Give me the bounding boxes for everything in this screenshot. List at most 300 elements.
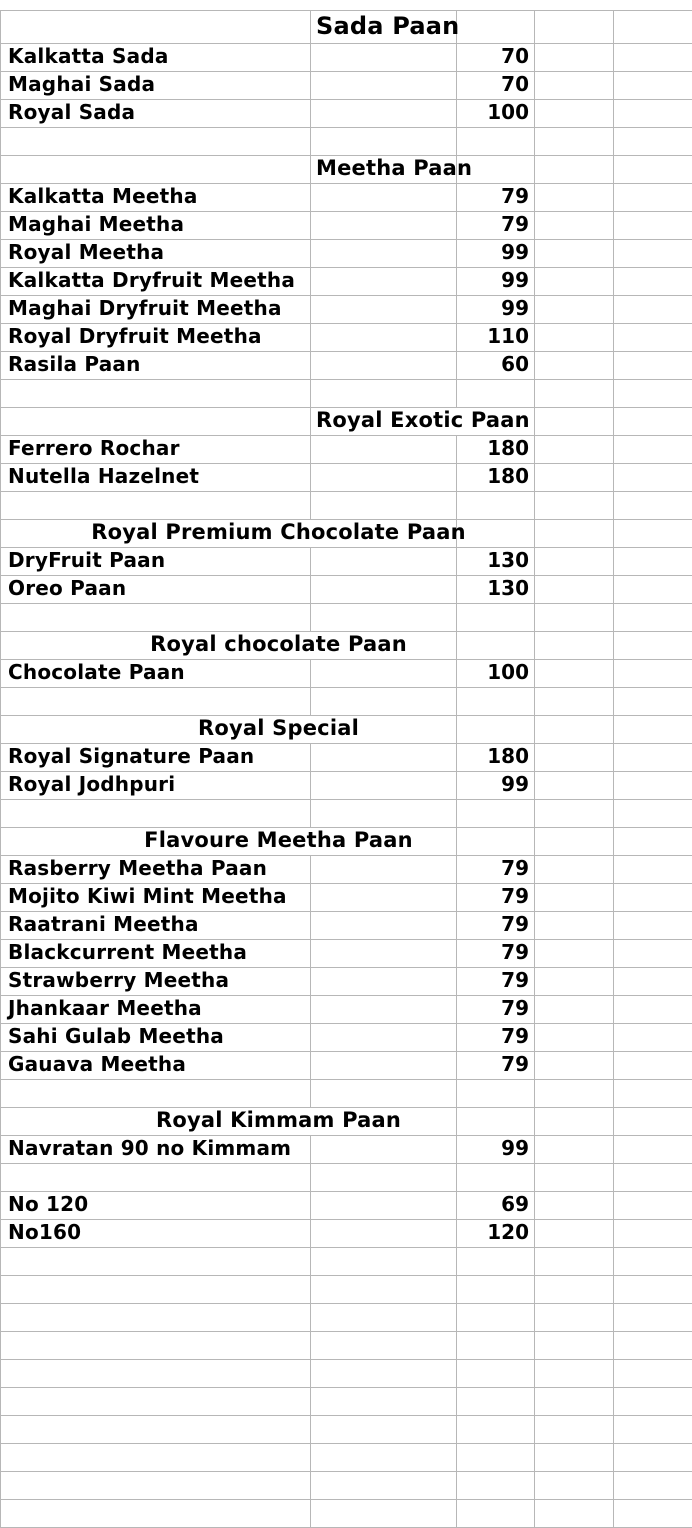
sheet-row xyxy=(1,240,692,268)
cell-item-price[interactable]: 120 xyxy=(457,1220,535,1248)
cell-empty[interactable] xyxy=(1,1416,311,1444)
sheet-row xyxy=(1,604,692,632)
cell-empty[interactable] xyxy=(614,912,692,940)
cell-empty[interactable] xyxy=(614,1500,692,1528)
cell-empty[interactable] xyxy=(535,156,614,184)
cell-item-price[interactable]: 79 xyxy=(457,940,535,968)
cell-item-name[interactable]: No160 xyxy=(1,1220,311,1248)
cell-empty[interactable] xyxy=(535,800,614,828)
cell-empty[interactable] xyxy=(535,492,614,520)
cell-empty[interactable] xyxy=(311,352,457,380)
cell-empty[interactable] xyxy=(457,1472,535,1500)
sheet-row xyxy=(1,1080,692,1108)
sheet-row xyxy=(1,1304,692,1332)
cell-empty[interactable] xyxy=(535,1136,614,1164)
sheet-row xyxy=(1,660,692,688)
sheet-row xyxy=(1,1164,692,1192)
cell-empty[interactable] xyxy=(311,1248,457,1276)
cell-empty[interactable] xyxy=(535,1248,614,1276)
cell-empty[interactable] xyxy=(457,716,535,744)
cell-empty[interactable] xyxy=(311,464,457,492)
cell-empty[interactable] xyxy=(1,1388,311,1416)
cell-empty[interactable] xyxy=(535,1220,614,1248)
cell-empty[interactable] xyxy=(535,352,614,380)
cell-empty[interactable] xyxy=(614,296,692,324)
cell-empty[interactable] xyxy=(535,1332,614,1360)
cell-empty[interactable] xyxy=(457,800,535,828)
cell-empty[interactable] xyxy=(535,380,614,408)
cell-empty[interactable] xyxy=(311,1416,457,1444)
cell-item-name[interactable]: Kalkatta Meetha xyxy=(1,184,311,212)
cell-item-name[interactable]: Oreo Paan xyxy=(1,576,311,604)
cell-empty[interactable] xyxy=(457,1332,535,1360)
cell-empty[interactable] xyxy=(535,520,614,548)
cell-empty[interactable] xyxy=(311,100,457,128)
cell-empty[interactable] xyxy=(614,436,692,464)
cell-empty[interactable] xyxy=(311,800,457,828)
cell-empty[interactable] xyxy=(614,100,692,128)
cell-section-header[interactable]: Meetha Paan xyxy=(311,156,457,184)
cell-empty[interactable] xyxy=(311,688,457,716)
cell-empty[interactable] xyxy=(535,408,614,436)
cell-empty[interactable] xyxy=(457,1164,535,1192)
cell-empty[interactable] xyxy=(457,1500,535,1528)
cell-item-name[interactable]: Royal Sada xyxy=(1,100,311,128)
cell-item-name[interactable]: Maghai Meetha xyxy=(1,212,311,240)
cell-empty[interactable] xyxy=(457,156,535,184)
cell-empty[interactable] xyxy=(614,716,692,744)
cell-empty[interactable] xyxy=(311,576,457,604)
cell-empty[interactable] xyxy=(614,1332,692,1360)
cell-empty[interactable] xyxy=(535,996,614,1024)
cell-empty[interactable] xyxy=(535,240,614,268)
cell-empty[interactable] xyxy=(311,1136,457,1164)
cell-item-price[interactable]: 79 xyxy=(457,968,535,996)
cell-empty[interactable] xyxy=(535,1080,614,1108)
sheet-row xyxy=(1,1360,692,1388)
cell-empty[interactable] xyxy=(535,940,614,968)
cell-empty[interactable] xyxy=(457,1360,535,1388)
cell-item-price[interactable]: 180 xyxy=(457,744,535,772)
sheet-row xyxy=(1,1444,692,1472)
cell-empty[interactable] xyxy=(1,1276,311,1304)
cell-empty[interactable] xyxy=(535,1052,614,1080)
sheet-row xyxy=(1,464,692,492)
cell-empty[interactable] xyxy=(1,408,311,436)
sheet-row xyxy=(1,72,692,100)
cell-empty[interactable] xyxy=(311,1332,457,1360)
cell-item-name[interactable]: Kalkatta Sada xyxy=(1,44,311,72)
cell-empty[interactable] xyxy=(311,912,457,940)
cell-empty[interactable] xyxy=(535,1108,614,1136)
cell-empty[interactable] xyxy=(535,660,614,688)
cell-empty[interactable] xyxy=(535,1444,614,1472)
cell-empty[interactable] xyxy=(614,464,692,492)
cell-empty[interactable] xyxy=(1,11,311,44)
cell-item-name[interactable]: Jhankaar Meetha xyxy=(1,996,311,1024)
cell-empty[interactable] xyxy=(1,1444,311,1472)
cell-empty[interactable] xyxy=(614,1080,692,1108)
cell-empty[interactable] xyxy=(535,548,614,576)
cell-item-price[interactable]: 99 xyxy=(457,296,535,324)
cell-item-name[interactable]: Rasberry Meetha Paan xyxy=(1,856,311,884)
cell-empty[interactable] xyxy=(614,1024,692,1052)
cell-empty[interactable] xyxy=(311,1164,457,1192)
cell-empty[interactable] xyxy=(457,688,535,716)
cell-item-name[interactable]: Royal Dryfruit Meetha xyxy=(1,324,311,352)
cell-empty[interactable] xyxy=(535,632,614,660)
cell-empty[interactable] xyxy=(535,1360,614,1388)
cell-empty[interactable] xyxy=(1,1248,311,1276)
cell-empty[interactable] xyxy=(614,44,692,72)
cell-empty[interactable] xyxy=(614,492,692,520)
cell-empty[interactable] xyxy=(614,1360,692,1388)
sheet-row xyxy=(1,1052,692,1080)
cell-empty[interactable] xyxy=(614,1276,692,1304)
cell-empty[interactable] xyxy=(311,1220,457,1248)
cell-empty[interactable] xyxy=(1,1472,311,1500)
cell-empty[interactable] xyxy=(535,100,614,128)
cell-empty[interactable] xyxy=(311,548,457,576)
cell-empty[interactable] xyxy=(614,576,692,604)
cell-empty[interactable] xyxy=(1,1080,311,1108)
cell-empty[interactable] xyxy=(614,688,692,716)
cell-empty[interactable] xyxy=(614,800,692,828)
cell-empty[interactable] xyxy=(311,1192,457,1220)
sheet-row xyxy=(1,716,692,744)
cell-item-price[interactable]: 99 xyxy=(457,1136,535,1164)
sheet-row xyxy=(1,1276,692,1304)
cell-empty[interactable] xyxy=(614,72,692,100)
cell-item-price[interactable]: 79 xyxy=(457,1052,535,1080)
sheet-row xyxy=(1,1220,692,1248)
cell-empty[interactable] xyxy=(457,492,535,520)
cell-empty[interactable] xyxy=(535,1416,614,1444)
sheet-row xyxy=(1,1192,692,1220)
cell-empty[interactable] xyxy=(614,744,692,772)
cell-item-price[interactable]: 69 xyxy=(457,1192,535,1220)
cell-empty[interactable] xyxy=(457,632,535,660)
cell-empty[interactable] xyxy=(535,1500,614,1528)
cell-empty[interactable] xyxy=(311,128,457,156)
cell-item-price[interactable]: 99 xyxy=(457,240,535,268)
cell-empty[interactable] xyxy=(535,464,614,492)
cell-empty[interactable] xyxy=(1,604,311,632)
cell-empty[interactable] xyxy=(614,128,692,156)
cell-empty[interactable] xyxy=(614,268,692,296)
cell-empty[interactable] xyxy=(311,1472,457,1500)
cell-empty[interactable] xyxy=(614,240,692,268)
spreadsheet-grid xyxy=(0,10,692,1528)
cell-section-header[interactable]: Royal Special xyxy=(1,716,457,744)
cell-empty[interactable] xyxy=(614,380,692,408)
sheet-row xyxy=(1,800,692,828)
cell-item-name[interactable]: Gauava Meetha xyxy=(1,1052,311,1080)
sheet-row xyxy=(1,380,692,408)
cell-empty[interactable] xyxy=(614,11,692,44)
cell-empty[interactable] xyxy=(614,184,692,212)
cell-item-name[interactable]: Blackcurrent Meetha xyxy=(1,940,311,968)
cell-empty[interactable] xyxy=(535,744,614,772)
cell-item-name[interactable]: Ferrero Rochar xyxy=(1,436,311,464)
cell-empty[interactable] xyxy=(614,1164,692,1192)
cell-empty[interactable] xyxy=(311,1276,457,1304)
cell-empty[interactable] xyxy=(457,1444,535,1472)
cell-empty[interactable] xyxy=(457,604,535,632)
cell-empty[interactable] xyxy=(614,884,692,912)
sheet-row xyxy=(1,940,692,968)
cell-section-header[interactable]: Flavoure Meetha Paan xyxy=(1,828,457,856)
cell-empty[interactable] xyxy=(311,1052,457,1080)
cell-empty[interactable] xyxy=(614,352,692,380)
cell-empty[interactable] xyxy=(535,1024,614,1052)
cell-empty[interactable] xyxy=(1,1164,311,1192)
cell-empty[interactable] xyxy=(1,492,311,520)
cell-item-price[interactable]: 180 xyxy=(457,464,535,492)
cell-empty[interactable] xyxy=(311,212,457,240)
cell-empty[interactable] xyxy=(311,1080,457,1108)
cell-empty[interactable] xyxy=(311,1360,457,1388)
cell-item-name[interactable]: Kalkatta Dryfruit Meetha xyxy=(1,268,311,296)
cell-item-name[interactable]: Raatrani Meetha xyxy=(1,912,311,940)
cell-item-price[interactable]: 79 xyxy=(457,856,535,884)
cell-item-price[interactable]: 79 xyxy=(457,184,535,212)
cell-empty[interactable] xyxy=(311,268,457,296)
cell-empty[interactable] xyxy=(311,380,457,408)
cell-empty[interactable] xyxy=(457,1304,535,1332)
cell-empty[interactable] xyxy=(614,408,692,436)
sheet-row xyxy=(1,1500,692,1528)
cell-empty[interactable] xyxy=(614,1416,692,1444)
cell-empty[interactable] xyxy=(614,520,692,548)
cell-empty[interactable] xyxy=(457,128,535,156)
cell-empty[interactable] xyxy=(535,772,614,800)
cell-empty[interactable] xyxy=(614,632,692,660)
cell-empty[interactable] xyxy=(457,1276,535,1304)
cell-empty[interactable] xyxy=(614,1472,692,1500)
cell-empty[interactable] xyxy=(535,184,614,212)
cell-empty[interactable] xyxy=(614,968,692,996)
cell-item-price[interactable]: 79 xyxy=(457,212,535,240)
cell-empty[interactable] xyxy=(457,520,535,548)
sheet-row xyxy=(1,996,692,1024)
cell-empty[interactable] xyxy=(535,968,614,996)
cell-empty[interactable] xyxy=(535,1164,614,1192)
cell-empty[interactable] xyxy=(535,436,614,464)
cell-empty[interactable] xyxy=(311,44,457,72)
cell-empty[interactable] xyxy=(1,380,311,408)
cell-empty[interactable] xyxy=(535,11,614,44)
cell-section-header[interactable]: Royal Exotic Paan xyxy=(311,408,535,436)
cell-empty[interactable] xyxy=(614,1388,692,1416)
cell-empty[interactable] xyxy=(311,856,457,884)
cell-empty[interactable] xyxy=(311,996,457,1024)
cell-empty[interactable] xyxy=(311,660,457,688)
cell-empty[interactable] xyxy=(535,1192,614,1220)
cell-empty[interactable] xyxy=(614,940,692,968)
cell-empty[interactable] xyxy=(311,884,457,912)
cell-item-name[interactable]: Maghai Dryfruit Meetha xyxy=(1,296,311,324)
cell-empty[interactable] xyxy=(457,828,535,856)
sheet-row xyxy=(1,576,692,604)
sheet-row xyxy=(1,1332,692,1360)
cell-empty[interactable] xyxy=(311,1388,457,1416)
cell-item-price[interactable]: 100 xyxy=(457,100,535,128)
cell-empty[interactable] xyxy=(535,212,614,240)
cell-item-name[interactable]: Rasila Paan xyxy=(1,352,311,380)
cell-item-name[interactable]: Royal Meetha xyxy=(1,240,311,268)
cell-empty[interactable] xyxy=(535,688,614,716)
cell-empty[interactable] xyxy=(535,576,614,604)
sheet-row xyxy=(1,1108,692,1136)
cell-empty[interactable] xyxy=(535,72,614,100)
cell-item-price[interactable]: 180 xyxy=(457,436,535,464)
cell-empty[interactable] xyxy=(1,800,311,828)
cell-empty[interactable] xyxy=(535,1388,614,1416)
sheet-row xyxy=(1,548,692,576)
cell-empty[interactable] xyxy=(457,1248,535,1276)
cell-section-header[interactable]: Royal chocolate Paan xyxy=(1,632,457,660)
cell-empty[interactable] xyxy=(614,828,692,856)
cell-empty[interactable] xyxy=(614,772,692,800)
cell-section-header[interactable]: Royal Kimmam Paan xyxy=(1,1108,457,1136)
sheet-row xyxy=(1,11,692,44)
cell-empty[interactable] xyxy=(311,296,457,324)
cell-item-price[interactable]: 70 xyxy=(457,44,535,72)
cell-item-price[interactable]: 100 xyxy=(457,660,535,688)
cell-item-name[interactable]: Mojito Kiwi Mint Meetha xyxy=(1,884,311,912)
cell-empty[interactable] xyxy=(311,324,457,352)
cell-empty[interactable] xyxy=(614,1220,692,1248)
cell-empty[interactable] xyxy=(311,184,457,212)
cell-item-price[interactable]: 60 xyxy=(457,352,535,380)
cell-empty[interactable] xyxy=(311,436,457,464)
cell-empty[interactable] xyxy=(535,1304,614,1332)
cell-empty[interactable] xyxy=(311,1444,457,1472)
cell-empty[interactable] xyxy=(535,716,614,744)
cell-empty[interactable] xyxy=(614,1248,692,1276)
cell-empty[interactable] xyxy=(535,884,614,912)
cell-empty[interactable] xyxy=(535,1472,614,1500)
cell-empty[interactable] xyxy=(457,1388,535,1416)
cell-item-price[interactable]: 79 xyxy=(457,1024,535,1052)
cell-empty[interactable] xyxy=(614,604,692,632)
cell-empty[interactable] xyxy=(457,1080,535,1108)
cell-empty[interactable] xyxy=(614,1052,692,1080)
cell-empty[interactable] xyxy=(457,11,535,44)
sheet-row xyxy=(1,828,692,856)
cell-empty[interactable] xyxy=(1,1500,311,1528)
cell-empty[interactable] xyxy=(535,44,614,72)
cell-empty[interactable] xyxy=(311,72,457,100)
cell-item-name[interactable]: Chocolate Paan xyxy=(1,660,311,688)
cell-empty[interactable] xyxy=(311,968,457,996)
cell-empty[interactable] xyxy=(614,548,692,576)
sheet-row xyxy=(1,1416,692,1444)
cell-item-name[interactable]: Navratan 90 no Kimmam xyxy=(1,1136,311,1164)
sheet-row xyxy=(1,968,692,996)
cell-item-price[interactable]: 79 xyxy=(457,912,535,940)
cell-empty[interactable] xyxy=(614,324,692,352)
cell-empty[interactable] xyxy=(535,128,614,156)
cell-empty[interactable] xyxy=(614,660,692,688)
cell-item-price[interactable]: 99 xyxy=(457,268,535,296)
cell-empty[interactable] xyxy=(457,1108,535,1136)
cell-empty[interactable] xyxy=(535,604,614,632)
cell-empty[interactable] xyxy=(535,912,614,940)
cell-empty[interactable] xyxy=(311,240,457,268)
cell-item-name[interactable]: Royal Signature Paan xyxy=(1,744,311,772)
cell-empty[interactable] xyxy=(535,296,614,324)
cell-item-price[interactable]: 79 xyxy=(457,996,535,1024)
cell-empty[interactable] xyxy=(1,1332,311,1360)
cell-empty[interactable] xyxy=(311,744,457,772)
cell-empty[interactable] xyxy=(614,1136,692,1164)
cell-empty[interactable] xyxy=(311,772,457,800)
cell-empty[interactable] xyxy=(311,1024,457,1052)
cell-empty[interactable] xyxy=(457,380,535,408)
cell-empty[interactable] xyxy=(1,1304,311,1332)
cell-empty[interactable] xyxy=(535,856,614,884)
cell-section-header[interactable]: Sada Paan xyxy=(311,11,457,44)
cell-empty[interactable] xyxy=(1,688,311,716)
cell-empty[interactable] xyxy=(614,212,692,240)
cell-item-name[interactable]: DryFruit Paan xyxy=(1,548,311,576)
cell-item-price[interactable]: 130 xyxy=(457,548,535,576)
cell-empty[interactable] xyxy=(311,604,457,632)
cell-empty[interactable] xyxy=(614,1192,692,1220)
sheet-row xyxy=(1,352,692,380)
cell-empty[interactable] xyxy=(614,156,692,184)
cell-empty[interactable] xyxy=(614,996,692,1024)
cell-empty[interactable] xyxy=(1,128,311,156)
cell-empty[interactable] xyxy=(1,1360,311,1388)
cell-item-name[interactable]: Royal Jodhpuri xyxy=(1,772,311,800)
cell-section-header[interactable]: Royal Premium Chocolate Paan xyxy=(1,520,457,548)
cell-empty[interactable] xyxy=(535,324,614,352)
sheet-row xyxy=(1,1388,692,1416)
cell-item-price[interactable]: 130 xyxy=(457,576,535,604)
cell-item-name[interactable]: No 120 xyxy=(1,1192,311,1220)
cell-empty[interactable] xyxy=(457,1416,535,1444)
cell-empty[interactable] xyxy=(311,1304,457,1332)
cell-empty[interactable] xyxy=(1,156,311,184)
cell-empty[interactable] xyxy=(311,940,457,968)
cell-item-price[interactable]: 79 xyxy=(457,884,535,912)
cell-item-name[interactable]: Strawberry Meetha xyxy=(1,968,311,996)
cell-empty[interactable] xyxy=(614,1444,692,1472)
sheet-row xyxy=(1,1136,692,1164)
cell-empty[interactable] xyxy=(535,268,614,296)
cell-empty[interactable] xyxy=(311,492,457,520)
sheet-row xyxy=(1,128,692,156)
cell-item-price[interactable]: 110 xyxy=(457,324,535,352)
sheet-row xyxy=(1,520,692,548)
cell-empty[interactable] xyxy=(535,828,614,856)
cell-empty[interactable] xyxy=(535,1276,614,1304)
cell-item-price[interactable]: 99 xyxy=(457,772,535,800)
cell-item-name[interactable]: Maghai Sada xyxy=(1,72,311,100)
cell-item-name[interactable]: Nutella Hazelnet xyxy=(1,464,311,492)
sheet-row xyxy=(1,884,692,912)
cell-item-price[interactable]: 70 xyxy=(457,72,535,100)
cell-empty[interactable] xyxy=(614,1108,692,1136)
cell-empty[interactable] xyxy=(614,1304,692,1332)
cell-empty[interactable] xyxy=(311,1500,457,1528)
cell-empty[interactable] xyxy=(614,856,692,884)
cell-item-name[interactable]: Sahi Gulab Meetha xyxy=(1,1024,311,1052)
sheet-row xyxy=(1,324,692,352)
